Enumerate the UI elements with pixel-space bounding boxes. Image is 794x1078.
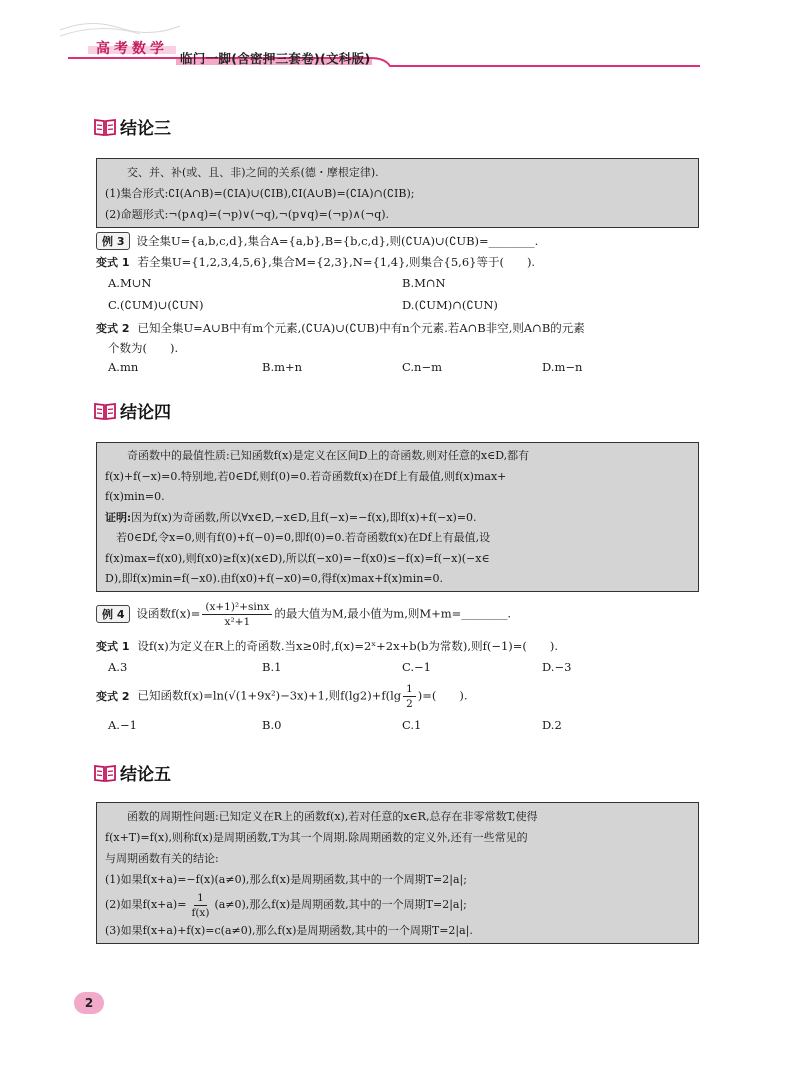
variant-tag: 变式 2 xyxy=(96,322,130,335)
option-c: C.−1 xyxy=(402,660,431,674)
option-a: A.M∪N xyxy=(108,276,152,290)
box-text: (2)如果f(x+a)= xyxy=(105,898,187,911)
subject-label: 高考数学 xyxy=(96,41,168,57)
option-d: D.−3 xyxy=(542,660,572,674)
box-line: 奇函数中的最值性质:已知函数f(x)是定义在区间D上的奇函数,则对任意的x∈D,都有 xyxy=(127,449,530,462)
box-line: 若0∈Df,令x=0,则有f(0)+f(−0)=0,即f(0)=0.若奇函数f(x)在Df上有最值,设 xyxy=(116,531,491,544)
variant-1-sec4 xyxy=(96,638,558,654)
box-line: 与周期函数有关的结论: xyxy=(105,852,219,865)
section-title-4 xyxy=(94,398,171,423)
option-d: D.(∁UM)∩(∁UN) xyxy=(402,298,498,312)
option-b: B.M∩N xyxy=(402,276,446,290)
box-line: 交、并、补(或、且、非)之间的关系(德・摩根定律). xyxy=(127,166,379,179)
example-4 xyxy=(96,600,511,629)
book-title: 临门一脚(含密押三套卷)(文科版) xyxy=(180,51,371,66)
fraction-numerator: (x+1)²+sinx xyxy=(202,600,272,615)
variant-2-sec3 xyxy=(96,320,585,336)
example-text: 设全集U={a,b,c,d},集合A={a,b},B={b,c,d},则(∁UA)∪(∁UB)=________. xyxy=(136,234,539,248)
option-d: D.m−n xyxy=(542,360,583,374)
fraction xyxy=(188,891,212,920)
variant-text: )=( ). xyxy=(417,688,468,703)
fraction xyxy=(403,682,416,711)
variant-2-sec4 xyxy=(96,682,468,711)
fraction-denominator: x²+1 xyxy=(224,616,251,628)
fraction-numerator: 1 xyxy=(194,891,207,906)
section-title-text: 结论五 xyxy=(120,765,171,785)
box-line: f(x+T)=f(x),则称f(x)是周期函数,T为其一个周期.除周期函数的定义外,还有一些常见的 xyxy=(105,831,528,844)
option-d: D.2 xyxy=(542,718,562,732)
box-line: f(x)max=f(x0),则f(x0)≥f(x)(x∈D),所以f(−x0)=−f(x0)≤−f(x)=f(−x)(−x∈ xyxy=(105,551,490,565)
box-line: D),即f(x)min=f(−x0).由f(x0)+f(−x0)=0,得f(x)max+f(x)min=0. xyxy=(105,572,444,585)
box-line: (1)如果f(x+a)=−f(x)(a≠0),那么f(x)是周期函数,其中的一个周期T=2|a|; xyxy=(105,873,467,886)
option-c: C.1 xyxy=(402,718,422,732)
box-line: 函数的周期性问题:已知定义在R上的函数f(x),若对任意的x∈R,总存在非零常数T,使得 xyxy=(127,810,538,823)
book-icon xyxy=(94,764,116,782)
variant-tag: 变式 1 xyxy=(96,256,130,269)
fraction-denominator: 2 xyxy=(406,698,413,710)
option-c: C.(∁UM)∪(∁UN) xyxy=(108,298,204,312)
box-line xyxy=(105,890,690,920)
box-line: (2)命题形式:¬(p∧q)=(¬p)∨(¬q),¬(p∨q)=(¬p)∧(¬q). xyxy=(105,208,390,221)
theorem-box-4 xyxy=(96,442,699,592)
variant-text: 已知全集U=A∪B中有m个元素,(∁UA)∪(∁UB)中有n个元素.若A∩B非空,则A∩B的元素 xyxy=(137,321,585,335)
option-b: B.m+n xyxy=(262,360,303,374)
book-icon xyxy=(94,402,116,420)
variant-text: 若全集U={1,2,3,4,5,6},集合M={2,3},N={1,4},则集合{5,6}等于( ). xyxy=(137,255,536,269)
example-tag: 例 3 xyxy=(96,232,130,250)
variant-text: 已知函数f(x)=ln(√(1+9x²)−3x)+1,则f(lg2)+f(lg xyxy=(137,688,402,703)
option-b: B.1 xyxy=(262,660,282,674)
theorem-box-3 xyxy=(96,158,699,228)
variant-text-cont: 个数为( ). xyxy=(108,341,179,355)
proof-line: 证明:因为f(x)为奇函数,所以∀x∈D,−x∈D,且f(−x)=−f(x),即f(x)+f(−x)=0. xyxy=(105,510,477,524)
option-b: B.0 xyxy=(262,718,282,732)
proof-label: 证明: xyxy=(105,510,132,524)
box-line: f(x)+f(−x)=0.特别地,若0∈Df,则f(0)=0.若奇函数f(x)在Df上有最值,则f(x)max+ xyxy=(105,469,507,483)
section-title-text: 结论三 xyxy=(120,119,171,139)
option-a: A.3 xyxy=(108,660,128,674)
section-title-3 xyxy=(94,114,171,139)
book-icon xyxy=(94,118,116,136)
variant-text: 设f(x)为定义在R上的奇函数.当x≥0时,f(x)=2ˣ+2x+b(b为常数),则f(−1)=( ). xyxy=(137,639,559,653)
page-header xyxy=(0,0,794,80)
box-line: f(x)min=0. xyxy=(105,490,165,503)
variant-1-sec3 xyxy=(96,254,535,270)
box-line: (1)集合形式:∁I(A∩B)=(∁IA)∪(∁IB),∁I(A∪B)=(∁IA)∩(∁IB); xyxy=(105,187,415,200)
box-text: (a≠0),那么f(x)是周期函数,其中的一个周期T=2|a|; xyxy=(214,898,467,911)
fraction-denominator: f(x) xyxy=(191,906,210,919)
option-c: C.n−m xyxy=(402,360,442,374)
variant-tag: 变式 1 xyxy=(96,640,130,653)
section-title-text: 结论四 xyxy=(120,403,171,423)
section-title-5 xyxy=(94,760,171,785)
page-number: 2 xyxy=(74,992,104,1014)
variant-tag: 变式 2 xyxy=(96,689,130,703)
option-a: A.mn xyxy=(108,360,139,374)
example-tag: 例 4 xyxy=(96,605,130,623)
option-a: A.−1 xyxy=(108,718,137,732)
example-text: 的最大值为M,最小值为m,则M+m=________. xyxy=(274,606,511,621)
example-text: 设函数f(x)= xyxy=(136,606,201,621)
fraction xyxy=(202,600,272,629)
fraction-numerator: 1 xyxy=(403,682,416,697)
example-3 xyxy=(96,232,538,250)
theorem-box-5 xyxy=(96,802,699,944)
box-line: (3)如果f(x+a)+f(x)=c(a≠0),那么f(x)是周期函数,其中的一个周期T=2|a|. xyxy=(105,924,473,937)
